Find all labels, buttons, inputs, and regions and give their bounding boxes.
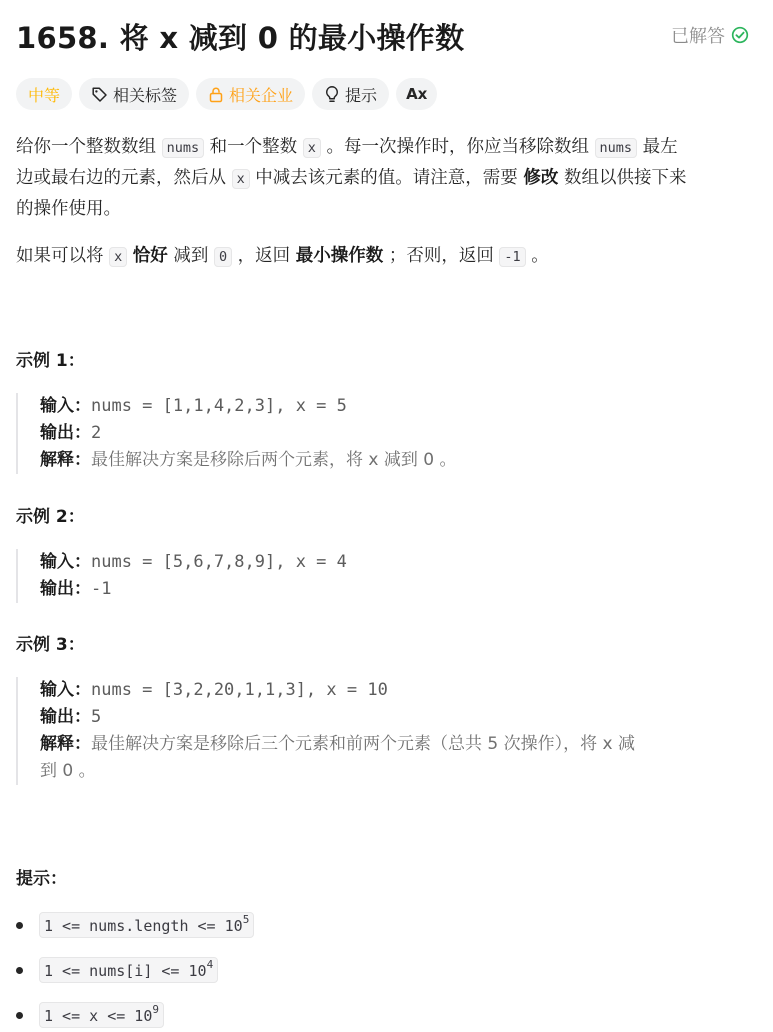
explain-label: 解释：	[40, 734, 91, 754]
example-2-block	[16, 549, 757, 603]
desc-text: 和一个整数	[209, 137, 298, 157]
constraint-base: 1 <= nums.length <= 10	[44, 917, 243, 935]
desc-text: 给你一个整数数组	[16, 137, 156, 157]
desc-line	[16, 163, 757, 194]
constraint-code	[39, 1002, 164, 1028]
desc-line	[16, 194, 757, 224]
desc-text: 。每一次操作时，你应当移除数组	[326, 137, 589, 157]
inline-code: -1	[499, 247, 525, 267]
lightbulb-icon	[324, 85, 340, 103]
constraint-exponent: 5	[242, 913, 250, 926]
constraint-item	[16, 1002, 164, 1028]
example-explain-line	[40, 447, 757, 474]
inline-code: x	[303, 138, 321, 158]
bold-text: 恰好	[132, 246, 168, 266]
translate-icon: Ax	[406, 85, 428, 103]
desc-text: 。	[531, 246, 549, 266]
desc-text: 中减去该元素的值。请注意，需要	[255, 168, 518, 188]
constraint-base: 1 <= x <= 10	[44, 1007, 153, 1025]
desc-text: ；否则，返回	[388, 246, 494, 266]
desc-text: 最左	[642, 137, 678, 157]
inline-code: x	[232, 169, 250, 189]
bullet	[16, 922, 23, 929]
tag-icon	[91, 86, 108, 103]
inline-code: nums	[162, 138, 205, 158]
example-1-block	[16, 393, 757, 474]
topics-label: 相关标签	[113, 85, 178, 105]
desc-text: 如果可以将	[16, 246, 104, 266]
example-explain: 最佳解决方案是移除后三个元素和前两个元素（总共 5 次操作），将 x 减	[91, 734, 635, 754]
constraint-exponent: 9	[152, 1003, 159, 1016]
desc-text: 边或最右边的元素，然后从	[16, 168, 226, 188]
bold-text: 最小操作数	[295, 246, 384, 266]
example-output-line	[40, 704, 757, 731]
bullet	[16, 967, 23, 974]
example-explain: 最佳解决方案是移除后两个元素，将 x 减到 0 。	[91, 450, 457, 470]
bullet	[16, 1012, 23, 1019]
check-circle-icon	[731, 26, 749, 44]
input-label: 输入：	[40, 552, 91, 572]
problem-header	[16, 14, 757, 58]
constraint-exponent: 4	[206, 958, 214, 971]
example-explain-line	[40, 758, 757, 785]
example-explain-cont: 到 0 。	[40, 761, 96, 781]
companies-tag-button[interactable]	[196, 78, 305, 110]
inline-code: 0	[214, 247, 232, 267]
example-output: -1	[91, 579, 112, 599]
description-paragraph-2	[16, 241, 757, 272]
example-1-title: 示例 1：	[16, 351, 85, 371]
description-paragraph-1	[16, 132, 757, 224]
desc-text: 减到	[173, 246, 209, 266]
example-output-line	[40, 576, 757, 603]
hint-label: 提示	[345, 85, 378, 105]
desc-text: 的操作使用。	[16, 199, 121, 219]
difficulty-badge[interactable]	[16, 78, 72, 110]
example-input: nums = [5,6,7,8,9], x = 4	[91, 552, 347, 572]
example-output: 5	[91, 707, 102, 727]
example-input: nums = [3,2,20,1,1,3], x = 10	[91, 680, 388, 700]
constraint-code	[39, 912, 254, 938]
output-label: 输出：	[40, 423, 91, 443]
solved-label: 已解答	[671, 26, 725, 47]
explain-label: 解释：	[40, 450, 91, 470]
solved-status	[671, 22, 749, 48]
topics-tag-button[interactable]	[79, 78, 189, 110]
desc-text: 数组以供接下来	[563, 168, 687, 188]
companies-label: 相关企业	[229, 85, 294, 105]
example-explain-line	[40, 731, 757, 758]
input-label: 输入：	[40, 680, 91, 700]
desc-line	[16, 132, 757, 163]
example-3-title: 示例 3：	[16, 635, 85, 655]
desc-line	[16, 241, 757, 272]
example-output-line	[40, 420, 757, 447]
constraint-item	[16, 912, 254, 938]
inline-code: x	[109, 247, 127, 267]
example-input-line	[40, 393, 757, 420]
constraint-code	[39, 957, 218, 983]
desc-text: ，返回	[237, 246, 291, 266]
lock-icon	[208, 86, 224, 103]
example-2-title: 示例 2：	[16, 507, 85, 527]
output-label: 输出：	[40, 579, 91, 599]
output-label: 输出：	[40, 707, 91, 727]
example-3-block	[16, 677, 757, 785]
tag-row	[16, 78, 437, 110]
problem-title: 1658. 将 x 减到 0 的最小操作数	[16, 21, 465, 55]
constraint-item	[16, 957, 218, 983]
example-output: 2	[91, 423, 102, 443]
bold-text: 修改	[523, 168, 559, 188]
constraint-base: 1 <= nums[i] <= 10	[44, 962, 207, 980]
translate-button[interactable]	[396, 78, 437, 110]
inline-code: nums	[595, 138, 638, 158]
input-label: 输入：	[40, 396, 91, 416]
example-input: nums = [1,1,4,2,3], x = 5	[91, 396, 347, 416]
hint-button[interactable]	[312, 78, 389, 110]
constraints-title: 提示：	[16, 869, 67, 889]
example-input-line	[40, 677, 757, 704]
example-input-line	[40, 549, 757, 576]
difficulty-label: 中等	[28, 85, 61, 105]
